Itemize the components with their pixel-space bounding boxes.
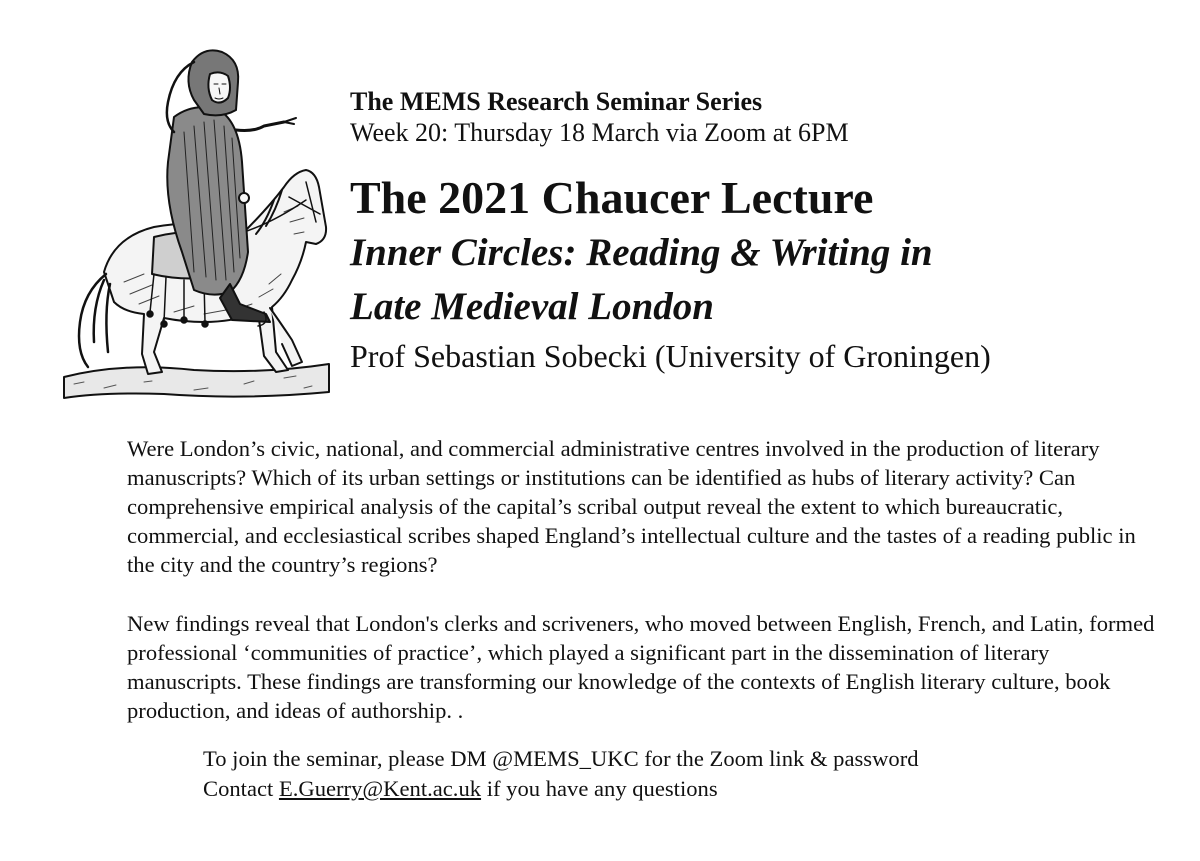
contact-info [203, 744, 1163, 804]
event-date-line: Week 20: Thursday 18 March via Zoom at 6PM [350, 118, 849, 147]
abstract-paragraph-2: New findings reveal that London's clerks and scriveners, who moved between English, French, and Latin, formed professional ‘communities of practice’, which played a significant part in the dissemination of literary manuscripts. These findings are transforming our knowledge of the contexts of English literary culture, book production, and ideas of authorship. . [127, 611, 1155, 723]
contact-email-link[interactable]: E.Guerry@Kent.ac.uk [278, 776, 482, 801]
contact-prefix: Contact [203, 776, 274, 801]
contact-line [203, 774, 1163, 804]
lecture-title: The 2021 Chaucer Lecture [350, 172, 874, 223]
talk-title [350, 226, 1170, 334]
join-instructions: To join the seminar, please DM @MEMS_UKC for the Zoom link & password [203, 746, 919, 771]
series-title: The MEMS Research Seminar Series [350, 87, 763, 116]
talk-title-line-1: Inner Circles: Reading & Writing in [350, 231, 933, 274]
talk-title-line-2: Late Medieval London [350, 285, 714, 328]
chaucer-on-horseback-illustration [44, 22, 344, 422]
contact-suffix: if you have any questions [486, 776, 718, 801]
abstract-paragraph-1: Were London’s civic, national, and commercial administrative centres involved in the production of literary manuscripts? Which of its urban settings or institutions can be identified as hubs of literary activity? Can comprehensive empirical analysis of the capital’s scribal output reveal the extent to which bureaucratic, commercial, and ecclesiastical scribes shaped England’s intellectual culture and the tastes of a reading public in the city and the country’s regions? [127, 436, 1136, 577]
event-header [350, 86, 1170, 376]
speaker-name: Prof Sebastian Sobecki (University of Groningen) [350, 338, 991, 374]
abstract [127, 434, 1167, 725]
